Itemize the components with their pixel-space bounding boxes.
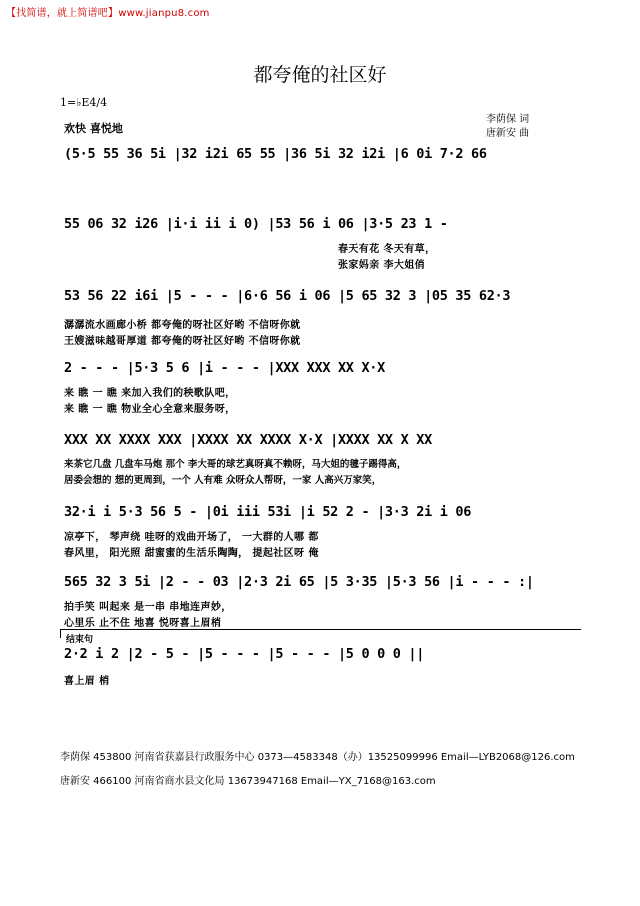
composer-credit: 唐新安 曲 — [486, 128, 530, 139]
site-link[interactable]: 【找简谱，就上简谱吧】www.jianpu8.com — [6, 8, 210, 19]
lyric-line: 凉亭下， 琴声绕 哇呀的戏曲开场了， 一大群的人哪 都 — [64, 532, 319, 543]
notation-line: 55 06 32 i26 |i·i ii i 0) |53 56 i 06 |3·5 23 1 - — [64, 216, 448, 232]
song-title: 都夸俺的社区好 — [253, 64, 387, 86]
tempo-marking: 欢快 喜悦地 — [64, 122, 123, 135]
lyric-line: 潺潺流水画廊小桥 都夸俺的呀社区好哟 不信呀你就 — [64, 320, 301, 331]
lyric-line: 王嫂滋味越哥厚道 都夸俺的呀社区好哟 不信呀你就 — [64, 336, 301, 347]
notation-line: 2·2 i 2 |2 - 5 - |5 - - - |5 - - - |5 0 0 0 || — [64, 646, 425, 662]
lyric-line: 来 瞧 一 瞧 物业全心全意来服务呀， — [64, 404, 236, 415]
lyric-line: 来茶它几盘 几盘车马炮 那个 李大哥的球艺真呀真不赖呀，马大姐的毽子踢得高， — [64, 459, 407, 470]
lyric-line: 来 瞧 一 瞧 来加入我们的秧歌队吧， — [64, 388, 236, 399]
notation-line: 53 56 22 i6i |5 - - - |6·6 56 i 06 |5 65 32 3 |05 35 62·3 — [64, 288, 511, 304]
notation-line: 32·i i 5·3 56 5 - |0i iii 53i |i 52 2 - |3·3 2i i 06 — [64, 504, 472, 520]
notation-line: 2 - - - |5·3 5 6 |i - - - |XXX XXX XX X·X — [64, 360, 385, 376]
key-signature: 1=♭E4/4 — [60, 96, 108, 109]
lyricist-credit: 李荫保 词 — [486, 114, 530, 125]
lyric-line: 居委会想的 想的更周到，一个 人有难 众呀众人帮呀，一家 人高兴万家笑， — [64, 475, 382, 486]
notation-line: XXX XX XXXX XXX |XXXX XX XXXX X·X |XXXX XX X XX — [64, 432, 432, 448]
contact-composer: 唐新安 466100 河南省商水县文化局 13673947168 Email—YX_7168@163.com — [60, 776, 436, 787]
notation-line: 565 32 3 5i |2 - - 03 |2·3 2i 65 |5 3·35 |5·3 56 |i - - - :| — [64, 574, 534, 590]
lyric-line: 张家妈亲 李大姐俏 — [338, 260, 426, 271]
lyric-line: 喜上眉 梢 — [64, 676, 110, 687]
ending-label: 结束句 — [66, 635, 94, 645]
lyric-line: 春风里， 阳光照 甜蜜蜜的生活乐陶陶， 提起社区呀 俺 — [64, 548, 319, 559]
lyric-line: 拍手笑 叫起来 是一串 串地连声妙， — [64, 602, 232, 613]
contact-lyricist: 李荫保 453800 河南省获嘉县行政服务中心 0373—4583348（办）13525099996 Email—LYB2068@126.com — [60, 752, 575, 763]
lyric-line: 春天有花 冬天有草， — [338, 244, 436, 255]
notation-line: (5·5 55 36 5i |32 i2i 65 55 |36 5i 32 i2i |6 0i 7·2 66 — [64, 146, 487, 162]
lyric-line: 心里乐 止不住 地喜 悦呀喜上眉梢 — [64, 618, 222, 629]
ending-bracket — [60, 629, 581, 638]
